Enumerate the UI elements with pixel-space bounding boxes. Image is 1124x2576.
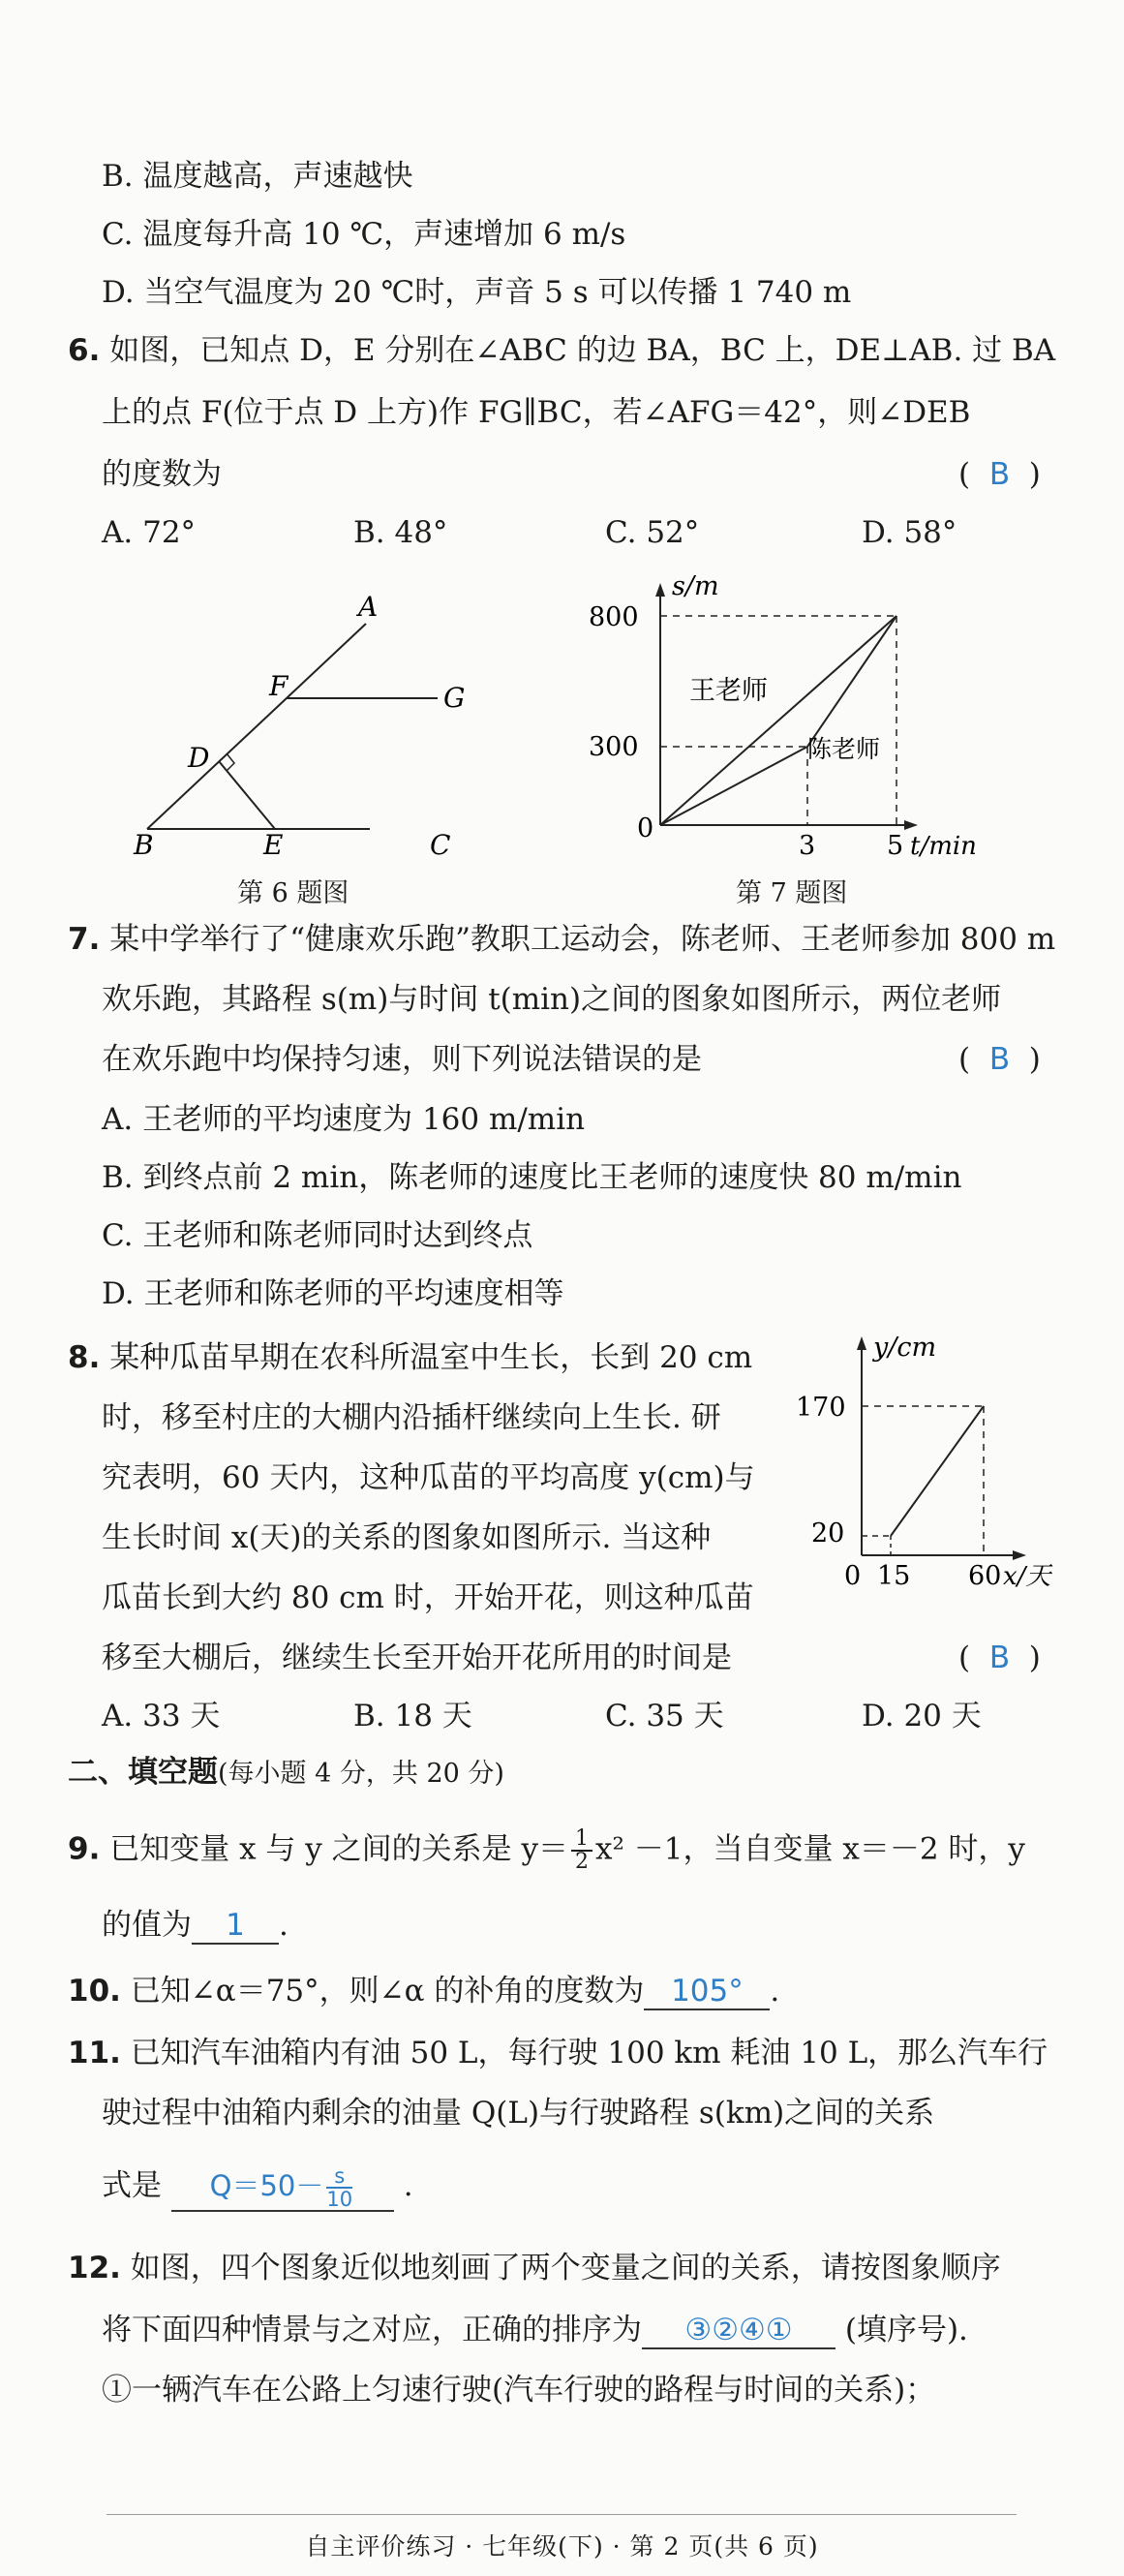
q7-answer: B — [988, 1042, 1011, 1077]
question-8 — [68, 1338, 752, 1377]
q10-pre: 已知∠α＝75°，则∠α 的补角的度数为 — [130, 1974, 645, 2009]
question-12 — [68, 2249, 1001, 2287]
q6-answer-paren: ( B ) — [958, 457, 1041, 492]
q8-line4: 生长时间 x(天)的关系的图象如图所示. 当这种 — [102, 1520, 712, 1555]
q12-line2-post: (填序号). — [844, 2313, 968, 2347]
q7-option-d: D. 王老师和陈老师的平均速度相等 — [102, 1276, 564, 1311]
q9-frac-num: 1 — [571, 1828, 592, 1852]
q12-line3: ①一辆汽车在公路上匀速行驶(汽车行驶的路程与时间的关系)； — [102, 2373, 936, 2407]
q6-option-b: B. 48° — [353, 515, 448, 550]
q6-option-d: D. 58° — [862, 515, 957, 550]
q9-line2-pre: 的值为 — [102, 1908, 192, 1943]
q6-option-c: C. 52° — [605, 515, 700, 550]
q11-number: 11. — [68, 2036, 121, 2070]
x-axis-arrow — [1013, 1550, 1026, 1560]
growth-line — [891, 1406, 984, 1536]
q9-fraction — [571, 1828, 592, 1873]
label-e: E — [263, 829, 284, 861]
q8-option-c: C. 35 天 — [605, 1699, 724, 1733]
q12-number: 12. — [68, 2251, 121, 2285]
q7-option-c: C. 王老师和陈老师同时达到终点 — [102, 1218, 533, 1253]
page-footer: 自主评价练习 · 七年级(下) · 第 2 页(共 6 页) — [305, 2532, 819, 2561]
q11-answer-fraction — [326, 2165, 352, 2210]
x-axis-arrow — [904, 820, 918, 830]
line-ba — [147, 624, 366, 829]
q7-answer-paren: ( B ) — [958, 1042, 1041, 1077]
right-angle-mark — [227, 753, 234, 771]
label-g: G — [443, 682, 466, 714]
y-tick-800: 800 — [589, 602, 639, 632]
y-axis-label: s/m — [672, 571, 719, 601]
label-a: A — [358, 591, 379, 623]
q8-answer: B — [988, 1641, 1011, 1675]
q6-answer: B — [988, 457, 1011, 492]
q11-answer-den: 10 — [326, 2188, 353, 2211]
label-b: B — [134, 829, 154, 861]
q9-answer: 1 — [192, 1908, 279, 1945]
q10-answer: 105° — [644, 1974, 770, 2010]
q11-line1: 已知汽车油箱内有油 50 L，每行驶 100 km 耗油 10 L，那么汽车行 — [130, 2036, 1048, 2070]
q8-line5: 瓜苗长到大约 80 cm 时，开始开花，则这种瓜苗 — [102, 1580, 754, 1615]
line-de — [219, 761, 275, 829]
q6-option-a: A. 72° — [102, 515, 197, 550]
x-tick-60: 60 — [968, 1561, 1002, 1588]
q8-option-d: D. 20 天 — [862, 1699, 982, 1733]
q8-line6: 移至大棚后，继续生长至开始开花所用的时间是 — [102, 1641, 732, 1675]
y-axis-label: y/cm — [873, 1333, 937, 1363]
q8-option-a: A. 33 天 — [102, 1699, 221, 1733]
x-axis-label: x/天 — [1003, 1562, 1051, 1588]
figure-7 — [581, 571, 1026, 872]
q7-option-a: A. 王老师的平均速度为 160 m/min — [102, 1102, 586, 1137]
q8-option-b: B. 18 天 — [353, 1699, 472, 1733]
figure-7-caption: 第 7 题图 — [736, 878, 848, 908]
figure-6-caption: 第 6 题图 — [237, 878, 349, 908]
series-label-chen: 陈老师 — [807, 735, 881, 763]
footer-divider — [106, 2514, 1017, 2515]
label-d: D — [188, 742, 210, 774]
q9-frac-den: 2 — [575, 1850, 589, 1874]
q9-pre: 已知变量 x 与 y 之间的关系是 y＝ — [109, 1831, 568, 1867]
q6-line3: 的度数为 — [102, 457, 222, 492]
q7-line3: 在欢乐跑中均保持匀速，则下列说法错误的是 — [102, 1042, 702, 1077]
x-tick-5: 5 — [887, 831, 904, 861]
q9-line2: 的值为 1 . — [102, 1908, 289, 1943]
figure-6 — [116, 581, 503, 872]
q6-line1: 如图，已知点 D，E 分别在∠ABC 的边 BA，BC 上，DE⊥AB. 过 BA — [109, 333, 1056, 368]
label-f: F — [269, 670, 289, 702]
x-tick-0: 0 — [844, 1561, 862, 1588]
section-2-note: (每小题 4 分，共 20 分) — [218, 1759, 504, 1789]
x-tick-15: 15 — [877, 1561, 911, 1588]
question-9 — [68, 1828, 1025, 1873]
q8-line3: 究表明，60 天内，这种瓜苗的平均高度 y(cm)与 — [102, 1460, 755, 1495]
q10-number: 10. — [68, 1974, 121, 2009]
y-tick-170: 170 — [796, 1393, 846, 1423]
q7-option-b: B. 到终点前 2 min，陈老师的速度比王老师的速度快 80 m/min — [102, 1160, 962, 1195]
q11-line2: 驶过程中油箱内剩余的油量 Q(L)与行驶路程 s(km)之间的关系 — [102, 2096, 935, 2131]
q6-number: 6. — [68, 333, 101, 368]
q12-answer: ③②④① — [642, 2313, 835, 2349]
q6-line2: 上的点 F(位于点 D 上方)作 FG∥BC，若∠AFG＝42°，则∠DEB — [102, 395, 971, 430]
question-7 — [68, 920, 1055, 959]
y-tick-300: 300 — [589, 732, 639, 762]
q7-number: 7. — [68, 922, 101, 957]
q11-answer — [171, 2165, 394, 2212]
q11-line3-pre: 式是 — [102, 2168, 162, 2203]
q7-line1: 某中学举行了“健康欢乐跑”教职工运动会，陈老师、王老师参加 800 m — [109, 922, 1056, 957]
q8-line2: 时，移至村庄的大棚内沿插杆继续向上生长. 研 — [102, 1400, 721, 1435]
y-axis-arrow — [857, 1336, 866, 1350]
y-axis-arrow — [655, 583, 665, 597]
q12-line2 — [102, 2311, 968, 2349]
q8-number: 8. — [68, 1340, 101, 1375]
q11-answer-num: s — [326, 2165, 352, 2189]
x-tick-3: 3 — [799, 831, 816, 861]
q9-number: 9. — [68, 1831, 101, 1867]
q11-line3: 式是 Q＝50－ $\frac{s}{10}$ . — [102, 2164, 413, 2211]
y-tick-20: 20 — [811, 1518, 845, 1549]
q7-line2: 欢乐跑，其路程 s(m)与时间 t(min)之间的图象如图所示，两位老师 — [102, 982, 1002, 1017]
q12-line1: 如图，四个图象近似地刻画了两个变量之间的关系，请按图象顺序 — [130, 2251, 1001, 2285]
q5-option-b: B. 温度越高，声速越快 — [102, 159, 413, 194]
series-wang — [660, 616, 896, 825]
q11-answer-pre: Q＝50－ — [209, 2169, 324, 2202]
q5-option-c: C. 温度每升高 10 ℃，声速增加 6 m/s — [102, 217, 626, 252]
q8-line1: 某种瓜苗早期在农科所温室中生长，长到 20 cm — [109, 1340, 753, 1375]
section-2-heading — [68, 1753, 504, 1794]
question-11 — [68, 2034, 1048, 2072]
section-2-title: 二、填空题 — [68, 1755, 218, 1790]
label-c: C — [430, 829, 451, 861]
x-axis-label: t/min — [910, 832, 977, 861]
q12-line2-pre: 将下面四种情景与之对应，正确的排序为 — [102, 2313, 642, 2347]
question-6 — [68, 331, 1055, 370]
q5-option-d: D. 当空气温度为 20 ℃时，声音 5 s 可以传播 1 740 m — [102, 275, 852, 310]
question-10: 10. 已知∠α＝75°，则∠α 的补角的度数为 105° . — [68, 1974, 780, 2009]
q9-post: x² －1，当自变量 x＝－2 时，y — [595, 1831, 1025, 1867]
y-tick-0: 0 — [637, 813, 654, 843]
q8-answer-paren: ( B ) — [958, 1641, 1041, 1675]
figure-8 — [794, 1327, 1084, 1588]
series-label-wang: 王老师 — [689, 676, 768, 706]
